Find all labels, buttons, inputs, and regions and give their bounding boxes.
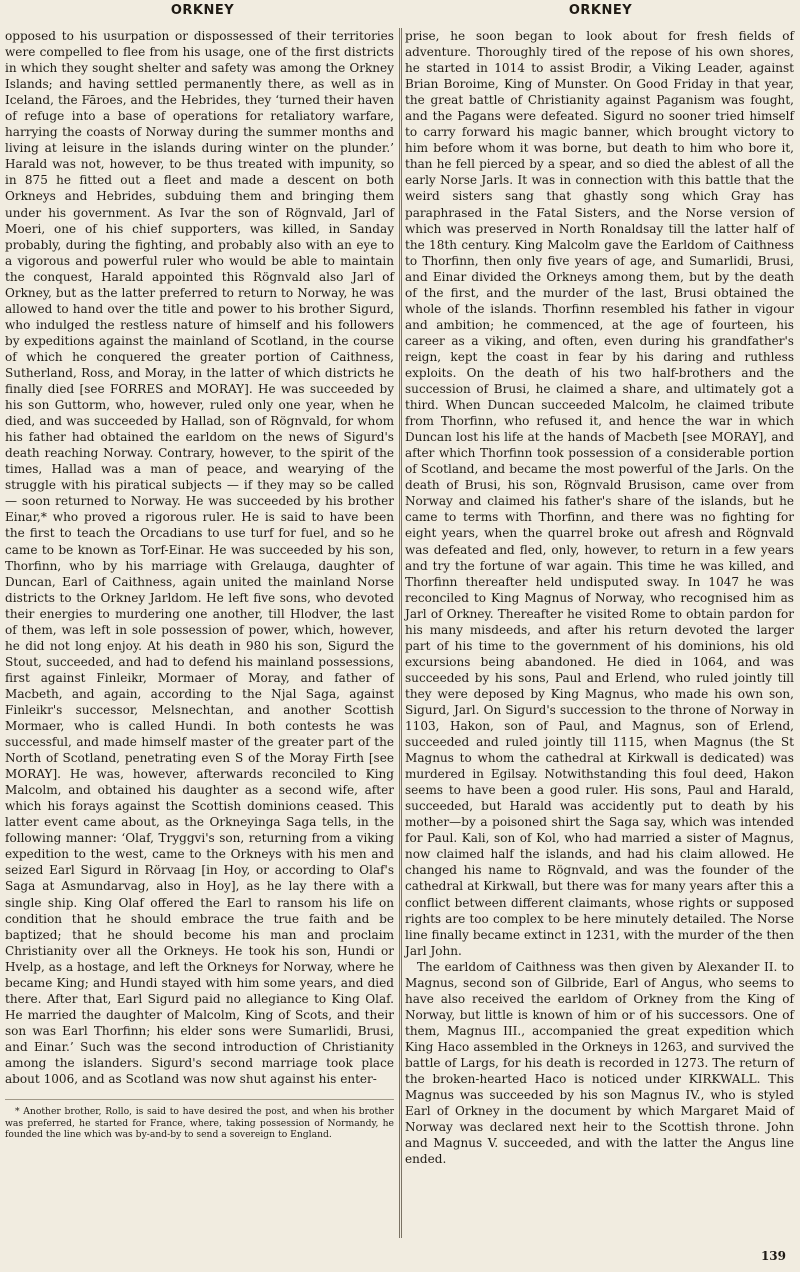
running-headers — [0, 3, 800, 25]
left-paragraph: opposed to his usurpation or dispossessed of their territories were compelled to flee from his usage, one of the first districts in which they sought shelter and safety was among the Orkney Islands; and having settled permanently there, as well as in Iceland, the Fāroes, and the Hebrides, they ‘turned their haven of refuge into a base of operations for retaliatory warfare, harrying the coasts of Norway during the summer months and living at leisure in the islands during winter on the plunder.’ Harald was not, however, to be thus treated with impunity, so in 875 he fitted out a fleet and made a descent on both Orkneys and Hebrides, subduing them and bringing them under his government. As Ivar the son of Rögnvald, Jarl of Moeri, one of his chief supporters, was killed, in Sanday probably, during the fighting, and probably also with an eye to a vigorous and powerful ruler who would be able to maintain the conquest, Harald appointed this Rögnvald also Jarl of Orkney, but as the latter preferred to return to Norway, he was allowed to hand over the title and power to his brother Sigurd, who indulged the restless nature of himself and his followers by expeditions against the mainland of Scotland, in the course of which he conquered the greater portion of Caithness, Sutherland, Ross, and Moray, in the latter of which districts he finally died [see FORRES and MORAY]. He was succeeded by his son Guttorm, who, however, ruled only one year, when he died, and was succeeded by Hallad, son of Rögnvald, for whom his father had obtained the earldom on the news of Sigurd's death reaching Norway. Contrary, however, to the spirit of the times, Hallad was a man of peace, and wearying of the struggle with his piratical subjects — if they may so be called — soon returned to Norway. He was succeeded by his brother Einar,* who proved a rigorous ruler. He is said to have been the first to teach the Orcadians to use turf for fuel, and so he came to be known as Torf-Einar. He was succeeded by his son, Thorfinn, who by his marriage with Grelauga, daughter of Duncan, Earl of Caithness, again united the mainland Norse districts to the Orkney Jarldom. He left five sons, who devoted their energies to murdering one another, till Hlodver, the last of them, was left in sole possession of power, which, however, he did not long enjoy. At his death in 980 his son, Sigurd the Stout, succeeded, and had to defend his mainland possessions, first against Finleikr, Mormaer of Moray, and father of Macbeth, and again, according to the Njal Saga, against Finleikr's successor, Melsnechtan, and another Scottish Mormaer, who is called Hundi. In both contests he was successful, and made himself master of the greater part of the North of Scotland, penetrating even S of the Moray Firth [see MORAY]. He was, however, afterwards reconciled to King Malcolm, and obtained his daughter as a second wife, after which his forays against the Scottish dominions ceased. This latter event came about, as the Orkneyinga Saga tells, in the following manner: ‘Olaf, Tryggvi's son, returning from a viking expedition to the west, came to the Orkneys with his men and seized Earl Sigurd in Rörvaag [in Hoy, or according to Olaf's Saga at Asmundarvag, also in Hoy], as he lay there with a single ship. King Olaf offered the Earl to ransom his life on condition that he should embrace the true faith and be baptized; that he should become his man and proclaim Christianity over all the Orkneys. He took his son, Hundi or Hvelp, as a hostage, and left the Orkneys for Norway, where he became King; and Hundi stayed with him some years, and died there. After that, Earl Sigurd paid no allegiance to King Olaf. He married the daughter of Malcolm, King of Scots, and their son was Earl Thorfinn; his elder sons were Sumarlidi, Brusi, and Einar.’ Such was the second introduction of Christianity among the islanders. Sigurd's second marriage took place about 1006, and as Scotland was now shut against his enter- — [5, 29, 394, 1087]
page-number: 139 — [760, 1249, 786, 1263]
column-divider — [399, 28, 400, 1238]
right-paragraph-2: The earldom of Caithness was then given by Alexander II. to Magnus, second son of Gilbride, Earl of Angus, who seems to have also received the earldom of Orkney from the King of Norway, but little is known of him or of his successors. One of them, Magnus III., accompanied the great expedition which King Haco assembled in the Orkneys in 1263, and survived the battle of Largs, for his death is recorded in 1273. The return of the broken-hearted Haco is noticed under KIRKWALL. This Magnus was succeeded by his son Magnus IV., who is styled Earl of Orkney in the document by which Margaret Maid of Norway was declared next heir to the Scottish throne. John and Magnus V. succeeded, and with the latter the Angus line ended. — [405, 959, 794, 1167]
left-running-head: ORKNEY — [170, 3, 235, 18]
footnote-rule — [5, 1099, 394, 1100]
right-column — [405, 28, 794, 1268]
column-divider-inner — [401, 28, 402, 1238]
right-running-head: ORKNEY — [568, 3, 633, 18]
right-paragraph-1: prise, he soon began to look about for fresh fields of adventure. Thoroughly tired of the repose of his own shores, he started in 1014 to assist Brodir, a Viking Leader, against Brian Boroime, King of Munster. On Good Friday in that year, the great battle of Christianity against Paganism was fought, and the Pagans were defeated. Sigurd no sooner tried himself to carry forward his magic banner, which brought victory to him before whom it was borne, but death to him who bore it, than he fell pierced by a spear, and so died the ablest of all the early Norse Jarls. It was in connection with this battle that the weird sisters sang that ghastly song which Gray has paraphrased in the Fatal Sisters, and the Norse version of which was preserved in North Ronaldsay till the latter half of the 18th century. King Malcolm gave the Earldom of Caithness to Thorfinn, then only five years of age, and Sumarlidi, Brusi, and Einar divided the Orkneys among them, but by the death of the first, and the murder of the last, Brusi obtained the whole of the islands. Thorfinn resembled his father in vigour and ambition; he commenced, at the age of fourteen, his career as a viking, and often, even during his grandfather's reign, kept the coast in fear by his daring and ruthless exploits. On the death of his two half-brothers and the succession of Brusi, he claimed a share, and ultimately got a third. When Duncan succeeded Malcolm, he claimed tribute from Thorfinn, who refused it, and hence the war in which Duncan lost his life at the hands of Macbeth [see MORAY], and after which Thorfinn took possession of a considerable portion of Scotland, and became the most powerful of the Jarls. On the death of Brusi, his son, Rögnvald Brusison, came over from Norway and claimed his father's share of the islands, but he came to terms with Thorfinn, and there was no fighting for eight years, when the quarrel broke out afresh and Rögnvald was defeated and fled, only, however, to return in a few years and try the fortune of war again. This time he was killed, and Thorfinn thereafter held undisputed sway. In 1047 he was reconciled to King Magnus of Norway, who recognised him as Jarl of Orkney. Thereafter he visited Rome to obtain pardon for his many misdeeds, and after his return devoted the larger part of his time to the government of his dominions, his old excursions being abandoned. He died in 1064, and was succeeded by his sons, Paul and Erlend, who ruled jointly till they were deposed by King Magnus, who made his own son, Sigurd, Jarl. On Sigurd's succession to the throne of Norway in 1103, Hakon, son of Paul, and Magnus, son of Erlend, succeeded and ruled jointly till 1115, when Magnus (the St Magnus to whom the cathedral at Kirkwall is dedicated) was murdered in Egilsay. Notwithstanding this foul deed, Hakon seems to have been a good ruler. His sons, Paul and Harald, succeeded, but Harald was accidently put to death by his mother—by a poisoned shirt the Saga say, which was intended for Paul. Kali, son of Kol, who had married a sister of Magnus, now claimed half the islands, and had his claim allowed. He changed his name to Rögnvald, and was the founder of the cathedral at Kirkwall, but there was for many years after this a conflict between different claimants, whose rights or supposed rights are too complex to be here minutely detailed. The Norse line finally became extinct in 1231, with the murder of the then Jarl John. — [405, 29, 794, 958]
footnote: * Another brother, Rollo, is said to have desired the post, and when his brother was preferred, he started for France, where, taking possession of Normandy, he founded the line which was by-and-by to send a sovereign to England. — [5, 1106, 394, 1140]
left-column — [5, 28, 394, 1238]
